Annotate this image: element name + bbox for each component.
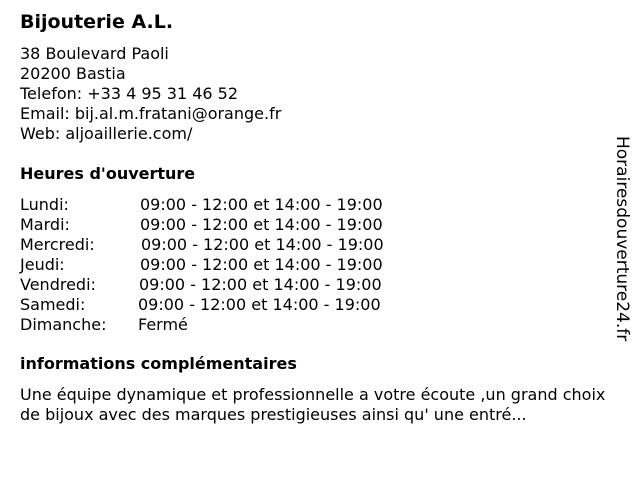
day-label: Dimanche: [20, 315, 107, 334]
website: Web: aljoaillerie.com/ [20, 124, 193, 143]
day-hours: 09:00 - 12:00 et 14:00 - 19:00 [141, 235, 384, 254]
email-address: Email: bij.al.m.fratani@orange.fr [20, 104, 282, 123]
day-hours: 09:00 - 12:00 et 14:00 - 19:00 [140, 215, 383, 234]
day-hours: 09:00 - 12:00 et 14:00 - 19:00 [140, 255, 383, 274]
day-label: Vendredi: [20, 275, 96, 294]
day-label: Mardi: [20, 215, 70, 234]
site-watermark: Horairesdouverture24.fr [612, 136, 632, 342]
day-hours: 09:00 - 12:00 et 14:00 - 19:00 [139, 275, 382, 294]
business-name: Bijouterie A.L. [20, 11, 174, 33]
opening-hours-heading: Heures d'ouverture [20, 164, 196, 183]
day-label: Mercredi: [20, 235, 95, 254]
day-hours: 09:00 - 12:00 et 14:00 - 19:00 [138, 295, 381, 314]
city: 20200 Bastia [20, 64, 126, 83]
day-label: Lundi: [20, 195, 69, 214]
day-label: Jeudi: [20, 255, 65, 274]
business-description: Une équipe dynamique et professionnelle a votre écoute ,un grand choix de bijoux avec des marques prestigieuses ainsi qu' une entré... [20, 385, 606, 424]
contact-block [20, 44, 281, 144]
day-hours: Fermé [138, 315, 188, 334]
phone-number: Telefon: +33 4 95 31 46 52 [20, 84, 239, 103]
day-label: Samedi: [20, 295, 86, 314]
street-address: 38 Boulevard Paoli [20, 44, 169, 63]
additional-info-heading: informations complémentaires [20, 354, 297, 373]
day-hours: 09:00 - 12:00 et 14:00 - 19:00 [140, 195, 383, 214]
